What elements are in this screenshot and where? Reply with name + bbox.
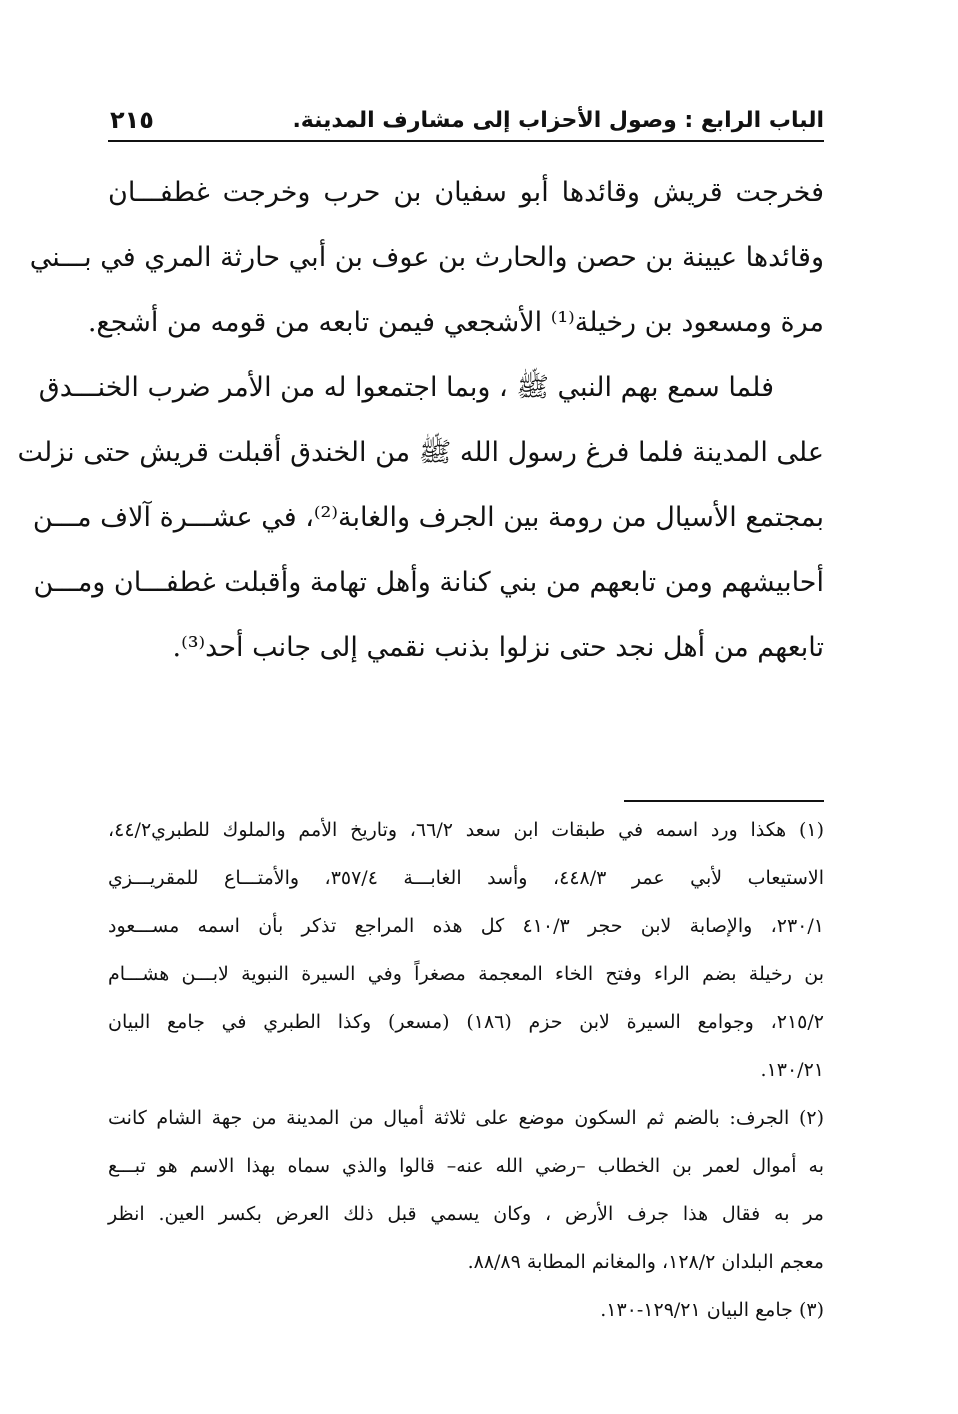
footnote-3 <box>108 1286 824 1334</box>
footnote-line: (١) هكذا ورد اسمه في طبقات ابن سعد ٦٦/٢، وتاريخ الأمم والملوك للطبري٤٤/٢، <box>108 819 824 841</box>
body-line: بمجتمع الأسيال من رومة بين الجرف والغابة⁽²⁾، في عشـــرة آلاف مـــن <box>32 502 824 533</box>
body-line: على المدينة فلما فرغ رسول الله ﷺ من الخندق أقبلت قريش حتى نزلت <box>17 437 824 468</box>
chapter-title: الباب الرابع : وصول الأحزاب إلى مشارف المدينة. <box>292 108 824 133</box>
body-line: فخرجت قريش وقائدها أبو سفيان بن حرب وخرجت غطفـــان <box>108 177 824 208</box>
footnote-line: ٢١٥/٢، وجوامع السيرة لابن حزم (١٨٦) (مسعر) وكذا الطبري في جامع البيان <box>108 1011 824 1033</box>
running-header <box>108 102 824 142</box>
page-number: ٢١٥ <box>110 106 154 134</box>
main-text <box>17 160 824 680</box>
footnote-line: معجم البلدان ١٢٨/٢، والمغانم المطابة ٨٨/٨٩. <box>467 1251 824 1273</box>
footnote-line: الاستيعاب لأبي عمر ٤٤٨/٣، وأسد الغابـــة ٣٥٧/٤، والأمتـــاع للمقريـــزي <box>108 867 824 889</box>
footnote-line: ٢٣٠/١، والإصابة لابن حجر ٤١٠/٣ كل هذه المراجع تذكر بأن اسمه مســـعود <box>108 915 824 937</box>
footnote-line: (٣) جامع البيان ١٢٩/٢١-١٣٠. <box>600 1299 824 1321</box>
footnote-line: مر به فقال هذا جرف الأرض ، وكان يسمي قبل ذلك العرض بكسر العين. انظر <box>108 1203 824 1225</box>
header-rule <box>108 140 824 142</box>
footnote-1 <box>108 806 824 1094</box>
footnote-2 <box>108 1094 824 1286</box>
body-line: مرة ومسعود بن رخيلة⁽¹⁾ الأشجعي فيمن تابعه من قومه من أشجع. <box>87 307 824 338</box>
footnote-line: به أموال لعمر بن الخطاب –رضي الله عنه– قالوا والذي سماه بهذا الاسم هو تبـــع <box>108 1155 824 1177</box>
body-line: وقائدها عيينة بن حصن والحارث بن عوف بن أبي حارثة المري في بـــني <box>29 242 824 273</box>
body-line: تابعهم من أهل نجد حتى نزلوا بذنب نقمي إلى جانب أحد⁽³⁾. <box>172 632 824 663</box>
footnote-line: بن رخيلة بضم الراء وفتح الخاء المعجمة مصغراً وفي السيرة النبوية لابـــن هشـــام <box>108 963 824 985</box>
footnote-line: ١٣٠/٢١. <box>760 1059 824 1081</box>
footnotes <box>108 800 824 1334</box>
body-line: أحابيشهم ومن تابعهم من بني كنانة وأهل تهامة وأقبلت غطفـــان ومـــن <box>33 567 824 598</box>
footnote-line: (٢) الجرف: بالضم ثم السكون موضع على ثلاثة أميال من المدينة من جهة الشام كانت <box>108 1107 824 1129</box>
body-line: فلما سمع بهم النبي ﷺ ، وبما اجتمعوا له من الأمر ضرب الخنـــدق <box>38 372 774 403</box>
